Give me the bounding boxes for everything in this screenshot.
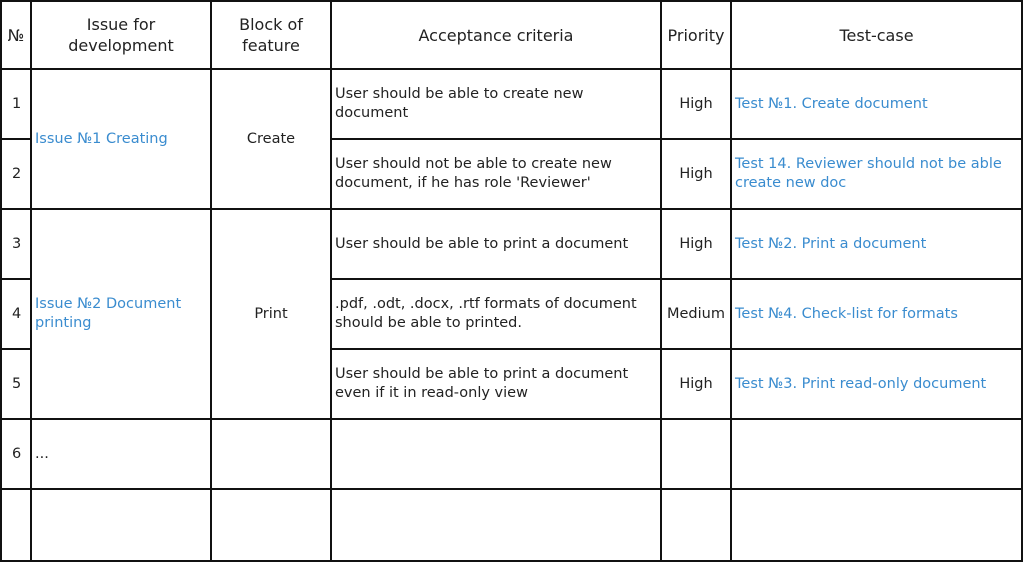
issue-label: Issue №2 Document printing: [35, 296, 182, 331]
criteria-text: .pdf, .odt, .docx, .rtf formats of document should be able to printed.: [335, 296, 637, 331]
header-issue: Issue for development: [32, 0, 212, 70]
issue-label: ...: [35, 445, 49, 462]
testcase-cell: [732, 140, 1023, 210]
issue-cell: [32, 420, 212, 490]
header-priority: Priority: [662, 0, 732, 70]
testcase-link[interactable]: Test №4. Check-list for formats: [735, 305, 958, 322]
issue-label: Issue №1 Creating: [35, 130, 168, 147]
priority-cell: High: [662, 350, 732, 420]
criteria-text: User should be able to create new document: [335, 86, 584, 121]
row-number: 3: [0, 210, 32, 280]
priority-cell: Medium: [662, 280, 732, 350]
testcase-link[interactable]: Test №1. Create document: [735, 95, 928, 112]
priority-cell: High: [662, 210, 732, 280]
testcase-link[interactable]: Test №3. Print read-only document: [735, 375, 987, 392]
row-number: 1: [0, 70, 32, 140]
testcase-cell: [732, 420, 1023, 490]
testcase-cell: [732, 210, 1023, 280]
criteria-cell: [332, 140, 662, 210]
header-number: №: [0, 0, 32, 70]
testcase-cell: [732, 280, 1023, 350]
criteria-text: User should be able to print a document even if it in read-only view: [335, 366, 629, 401]
criteria-cell: [332, 280, 662, 350]
testcase-link[interactable]: Test 14. Reviewer should not be able create new doc: [735, 156, 1002, 191]
row-number: 2: [0, 140, 32, 210]
criteria-text: User should not be able to create new document, if he has role 'Reviewer': [335, 156, 612, 191]
block-cell: [212, 70, 332, 210]
testcase-cell: [732, 70, 1023, 140]
priority-cell: High: [662, 140, 732, 210]
header-block: Block of feature: [212, 0, 332, 70]
testcase-link[interactable]: Test №2. Print a document: [735, 235, 927, 252]
issue-cell: [32, 210, 212, 420]
criteria-text: User should be able to print a document: [335, 235, 629, 252]
priority-cell: [662, 490, 732, 562]
criteria-cell: [332, 70, 662, 140]
criteria-cell: [332, 490, 662, 562]
block-label: Print: [254, 305, 288, 322]
row-number: 6: [0, 420, 32, 490]
priority-cell: [662, 420, 732, 490]
block-cell: [212, 210, 332, 420]
testcase-cell: [732, 350, 1023, 420]
block-label: Create: [246, 130, 296, 147]
issue-cell: [32, 70, 212, 210]
criteria-cell: [332, 420, 662, 490]
header-testcase: Test-case: [732, 0, 1023, 70]
block-cell: [212, 490, 332, 562]
issue-cell: [32, 490, 212, 562]
row-number: 5: [0, 350, 32, 420]
testcase-cell: [732, 490, 1023, 562]
header-criteria: Acceptance criteria: [332, 0, 662, 70]
row-number: 4: [0, 280, 32, 350]
row-number: [0, 490, 32, 562]
criteria-cell: [332, 350, 662, 420]
priority-cell: High: [662, 70, 732, 140]
criteria-cell: [332, 210, 662, 280]
block-cell: [212, 420, 332, 490]
